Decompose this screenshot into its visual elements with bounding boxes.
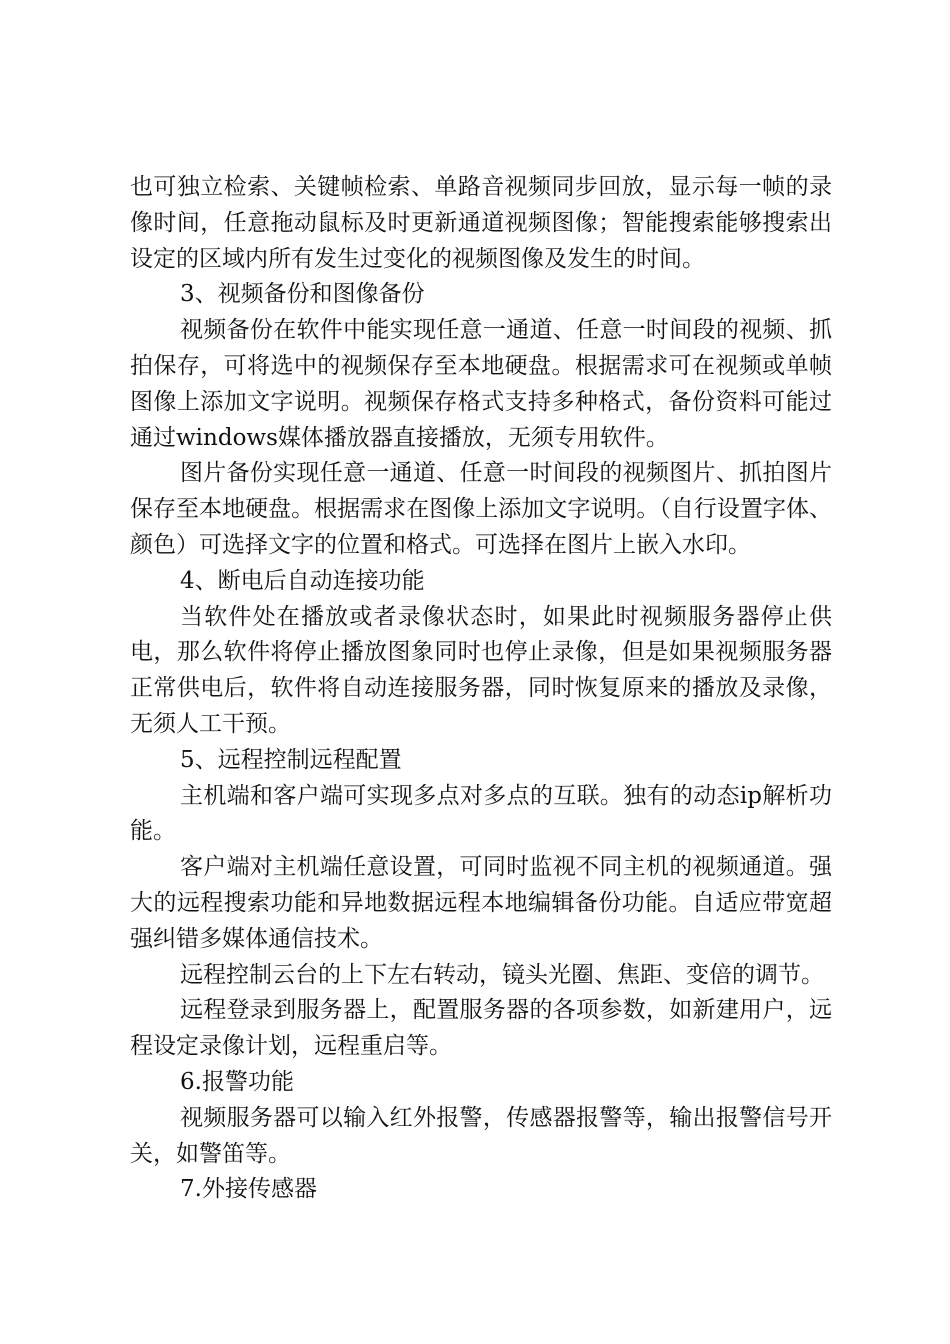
paragraph-multipoint: 主机端和客户端可实现多点对多点的互联。独有的动态ip解析功能。	[130, 782, 832, 845]
paragraph-search-continued: 也可独立检索、关键帧检索、单路音视频同步回放，显示每一帧的录像时间，任意拖动鼠标及时更新通道视频图像；智能搜索能够搜索出设定的区域内所有发生过变化的视频图像及发生的时间。	[130, 174, 832, 272]
paragraph-ptz-control: 远程控制云台的上下左右转动，镜头光圈、焦距、变倍的调节。	[180, 961, 824, 988]
heading-remote-control: 5、远程控制远程配置	[180, 746, 402, 773]
paragraph-alarm: 视频服务器可以输入红外报警，传感器报警等，输出报警信号开关，如警笛等。	[130, 1104, 832, 1167]
paragraph-remote-login: 远程登录到服务器上，配置服务器的各项参数，如新建用户，远程设定录像计划，远程重启等。	[130, 997, 832, 1060]
paragraph-auto-reconnect: 当软件处在播放或者录像状态时，如果此时视频服务器停止供电，那么软件将停止播放图象同时也停止录像，但是如果视频服务器正常供电后，软件将自动连接服务器，同时恢复原来的播放及录像，无须人工干预。	[130, 603, 832, 737]
heading-external-sensor: 7.外接传感器	[180, 1176, 317, 1203]
heading-alarm: 6.报警功能	[180, 1068, 294, 1095]
document-page	[130, 170, 832, 1208]
paragraph-image-backup: 图片备份实现任意一通道、任意一时间段的视频图片、抓拍图片保存至本地硬盘。根据需求在图像上添加文字说明。（自行设置字体、颜色）可选择文字的位置和格式。可选择在图片上嵌入水印。	[130, 460, 832, 558]
paragraph-video-backup: 视频备份在软件中能实现任意一通道、任意一时间段的视频、抓拍保存，可将选中的视频保存至本地硬盘。根据需求可在视频或单帧图像上添加文字说明。视频保存格式支持多种格式，备份资料可能过通过windows媒体播放器直接播放，无须专用软件。	[130, 317, 832, 451]
heading-video-backup: 3、视频备份和图像备份	[180, 281, 425, 308]
heading-auto-reconnect: 4、断电后自动连接功能	[180, 567, 425, 594]
paragraph-client-settings: 客户端对主机端任意设置，可同时监视不同主机的视频通道。强大的远程搜索功能和异地数据远程本地编辑备份功能。自适应带宽超强纠错多媒体通信技术。	[130, 854, 832, 952]
